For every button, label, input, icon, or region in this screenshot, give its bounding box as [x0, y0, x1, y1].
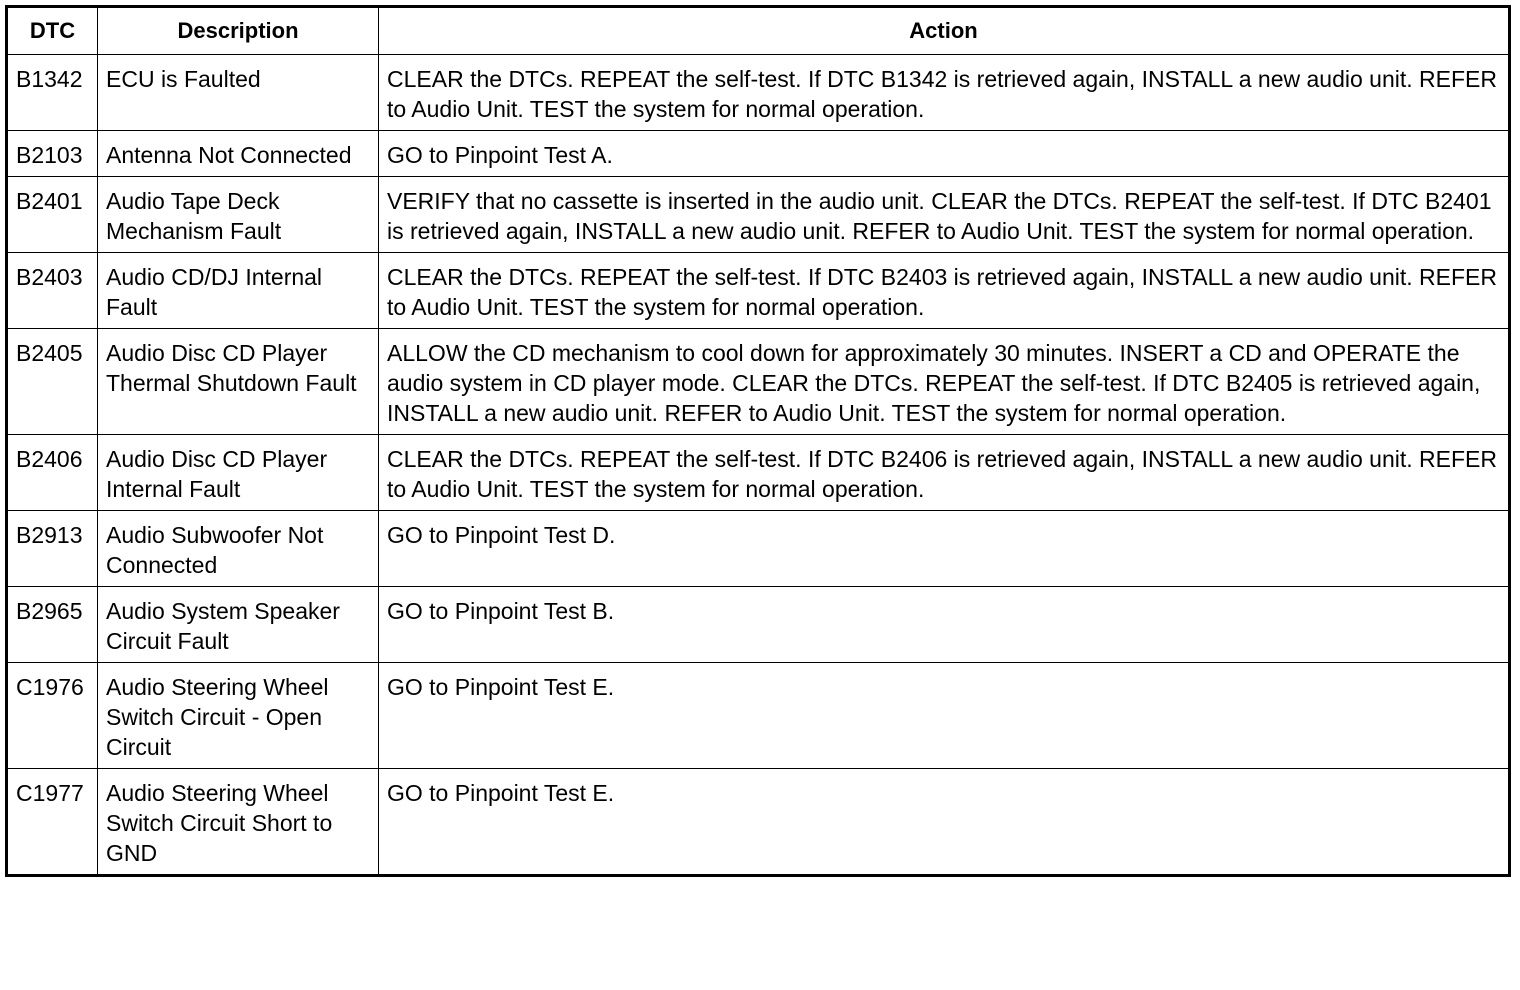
table-row: [7, 55, 1510, 131]
dtc-description: Audio Steering Wheel Switch Circuit - Open Circuit: [98, 663, 379, 769]
dtc-table: [5, 5, 1511, 877]
dtc-code: B2405: [7, 329, 98, 435]
dtc-description: Antenna Not Connected: [98, 131, 379, 177]
dtc-description: ECU is Faulted: [98, 55, 379, 131]
dtc-code: B2401: [7, 177, 98, 253]
table-header: [7, 7, 1510, 55]
header-dtc: DTC: [7, 7, 98, 55]
dtc-description: Audio CD/DJ Internal Fault: [98, 253, 379, 329]
dtc-action: ALLOW the CD mechanism to cool down for approximately 30 minutes. INSERT a CD and OPERATE the audio system in CD player mode. CLEAR the DTCs. REPEAT the self-test. If DTC B2405 is retrieved again, INSTALL a new audio unit. REFER to Audio Unit. TEST the system for normal operation.: [379, 329, 1510, 435]
header-description: Description: [98, 7, 379, 55]
dtc-code: B2406: [7, 435, 98, 511]
table-row: [7, 663, 1510, 769]
dtc-description: Audio Steering Wheel Switch Circuit Short to GND: [98, 769, 379, 876]
dtc-code: B2965: [7, 587, 98, 663]
table-row: [7, 587, 1510, 663]
dtc-action: CLEAR the DTCs. REPEAT the self-test. If DTC B2403 is retrieved again, INSTALL a new audio unit. REFER to Audio Unit. TEST the system for normal operation.: [379, 253, 1510, 329]
dtc-code: B2403: [7, 253, 98, 329]
header-action: Action: [379, 7, 1510, 55]
dtc-code: B1342: [7, 55, 98, 131]
table-row: [7, 511, 1510, 587]
dtc-code: B2103: [7, 131, 98, 177]
dtc-description: Audio Disc CD Player Internal Fault: [98, 435, 379, 511]
table-row: [7, 253, 1510, 329]
dtc-description: Audio Subwoofer Not Connected: [98, 511, 379, 587]
dtc-code: C1977: [7, 769, 98, 876]
dtc-action: GO to Pinpoint Test E.: [379, 769, 1510, 876]
dtc-code: C1976: [7, 663, 98, 769]
dtc-code: B2913: [7, 511, 98, 587]
table-row: [7, 435, 1510, 511]
dtc-action: GO to Pinpoint Test A.: [379, 131, 1510, 177]
dtc-description: Audio System Speaker Circuit Fault: [98, 587, 379, 663]
dtc-action: VERIFY that no cassette is inserted in the audio unit. CLEAR the DTCs. REPEAT the self-test. If DTC B2401 is retrieved again, INSTALL a new audio unit. REFER to Audio Unit. TEST the system for normal operation.: [379, 177, 1510, 253]
dtc-action: GO to Pinpoint Test D.: [379, 511, 1510, 587]
dtc-action: GO to Pinpoint Test E.: [379, 663, 1510, 769]
table-row: [7, 131, 1510, 177]
dtc-action: CLEAR the DTCs. REPEAT the self-test. If DTC B1342 is retrieved again, INSTALL a new audio unit. REFER to Audio Unit. TEST the system for normal operation.: [379, 55, 1510, 131]
table-row: [7, 769, 1510, 876]
table-body: [7, 55, 1510, 876]
dtc-description: Audio Disc CD Player Thermal Shutdown Fault: [98, 329, 379, 435]
dtc-action: CLEAR the DTCs. REPEAT the self-test. If DTC B2406 is retrieved again, INSTALL a new audio unit. REFER to Audio Unit. TEST the system for normal operation.: [379, 435, 1510, 511]
dtc-action: GO to Pinpoint Test B.: [379, 587, 1510, 663]
header-row: [7, 7, 1510, 55]
table-row: [7, 329, 1510, 435]
table-row: [7, 177, 1510, 253]
dtc-description: Audio Tape Deck Mechanism Fault: [98, 177, 379, 253]
